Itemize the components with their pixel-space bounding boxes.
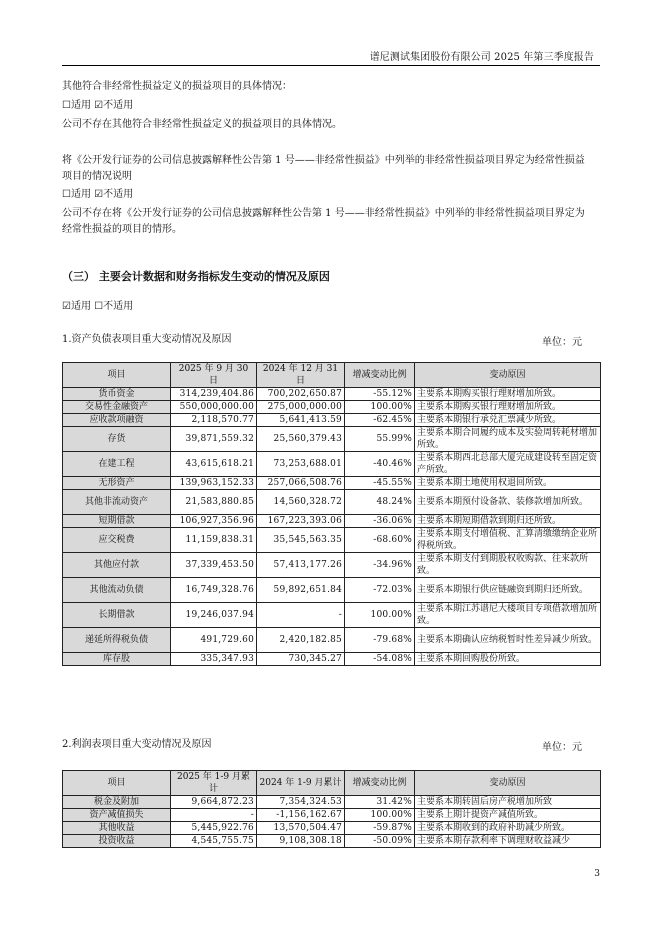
reason-cell: 主要系本期支付到期股权收购款、往来款所致。 — [415, 553, 601, 578]
income-statement-header-row — [63, 771, 601, 796]
reason-cell: 主要系本期确认应纳税暂时性差异减少所致。 — [415, 628, 601, 653]
column-header: 变动原因 — [415, 771, 601, 796]
reason-cell: 主要系本期合同履约成本及实验周转耗材增加所致。 — [415, 427, 601, 452]
column-header: 项目 — [63, 363, 171, 388]
item-cell: 递延所得税负债 — [63, 628, 171, 653]
current-value-cell: 106,927,356.96 — [171, 515, 257, 528]
item-cell: 资产减值损失 — [63, 809, 171, 822]
current-value-cell: 4,545,755.75 — [171, 835, 257, 848]
current-value-cell: 37,339,453.50 — [171, 553, 257, 578]
prior-value-cell: 700,202,650.87 — [257, 388, 345, 401]
change-ratio-cell: 55.99% — [345, 427, 415, 452]
section-options: ☑适用 ☐不适用 — [62, 301, 134, 312]
table-row — [63, 578, 601, 603]
column-header: 变动原因 — [415, 363, 601, 388]
item-cell: 在建工程 — [63, 452, 171, 477]
change-ratio-cell: -72.03% — [345, 578, 415, 603]
prior-value-cell: 73,253,688.01 — [257, 452, 345, 477]
prior-value-cell: 35,545,563.35 — [257, 528, 345, 553]
current-value-cell: 9,664,872.23 — [171, 796, 257, 809]
table-row — [63, 553, 601, 578]
item-cell: 交易性金融资产 — [63, 401, 171, 414]
table-row — [63, 401, 601, 414]
change-ratio-cell: 48.24% — [345, 490, 415, 515]
item-cell: 存货 — [63, 427, 171, 452]
income-statement-unit: 单位：元 — [542, 742, 582, 753]
table-row — [63, 515, 601, 528]
nonrecurring-other-statement: 公司不存在其他符合非经常性损益定义的损益项目的具体情况。 — [62, 119, 342, 130]
item-cell: 长期借款 — [63, 603, 171, 628]
balance-sheet-caption: 1.资产负债表项目重大变动情况及原因 — [62, 334, 232, 345]
prior-value-cell: 5,641,413.59 — [257, 414, 345, 427]
reason-cell: 主要系上期计提资产减值所致。 — [415, 809, 601, 822]
current-value-cell: 39,871,559.32 — [171, 427, 257, 452]
current-value-cell: - — [171, 809, 257, 822]
item-cell: 其他收益 — [63, 822, 171, 835]
reason-cell: 主要系本期短期借款到期归还所致。 — [415, 515, 601, 528]
item-cell: 无形资产 — [63, 477, 171, 490]
change-ratio-cell: -55.12% — [345, 388, 415, 401]
prior-value-cell: 7,354,324.53 — [257, 796, 345, 809]
item-cell: 短期借款 — [63, 515, 171, 528]
column-header: 2024 年 1-9 月累计 — [257, 771, 345, 796]
income-statement-caption: 2.利润表项目重大变动情况及原因 — [62, 739, 212, 750]
table-row — [63, 452, 601, 477]
change-ratio-cell: 100.00% — [345, 603, 415, 628]
reason-cell: 主要系本期银行承兑汇票减少所致。 — [415, 414, 601, 427]
balance-sheet-table — [62, 362, 601, 666]
column-header: 项目 — [63, 771, 171, 796]
balance-sheet-unit: 单位：元 — [542, 337, 582, 348]
current-value-cell: 139,963,152.33 — [171, 477, 257, 490]
change-ratio-cell: -79.68% — [345, 628, 415, 653]
item-cell: 投资收益 — [63, 835, 171, 848]
reason-cell: 主要系本期存款利率下调理财收益减少 — [415, 835, 601, 848]
change-ratio-cell: 100.00% — [345, 401, 415, 414]
table-row — [63, 414, 601, 427]
reason-cell: 主要系本期购买银行理财增加所致。 — [415, 388, 601, 401]
reason-cell: 主要系本期土地使用权退回所致。 — [415, 477, 601, 490]
item-cell: 应收款项融资 — [63, 414, 171, 427]
table-row — [63, 653, 601, 666]
table-row — [63, 835, 601, 848]
column-header: 2025 年 1-9 月累计 — [171, 771, 257, 796]
prior-value-cell: 14,560,328.72 — [257, 490, 345, 515]
table-row — [63, 628, 601, 653]
prior-value-cell: 57,413,177.26 — [257, 553, 345, 578]
nonrecurring-listed-intro: 将《公开发行证券的公司信息披露解释性公告第 1 号——非经常性损益》中列举的非经常性损益项目界定为经常性损益项目的情况说明 — [62, 155, 585, 182]
nonrecurring-listed-statement: 公司不存在将《公开发行证券的公司信息披露解释性公告第 1 号——非经常性损益》中列举的非经常性损益项目界定为经常性损益的项目的情形。 — [62, 208, 585, 235]
current-value-cell: 19,246,037.94 — [171, 603, 257, 628]
prior-value-cell: 9,108,308.18 — [257, 835, 345, 848]
prior-value-cell: 167,223,393.06 — [257, 515, 345, 528]
table-row — [63, 528, 601, 553]
table-row — [63, 809, 601, 822]
current-value-cell: 550,000,000.00 — [171, 401, 257, 414]
current-value-cell: 314,239,404.86 — [171, 388, 257, 401]
prior-value-cell: 257,066,508.76 — [257, 477, 345, 490]
current-value-cell: 335,347.93 — [171, 653, 257, 666]
change-ratio-cell: -54.08% — [345, 653, 415, 666]
item-cell: 其他非流动资产 — [63, 490, 171, 515]
table-row — [63, 490, 601, 515]
prior-value-cell: 275,000,000.00 — [257, 401, 345, 414]
column-header: 2025 年 9 月 30 日 — [171, 363, 257, 388]
item-cell: 应交税费 — [63, 528, 171, 553]
prior-value-cell: 2,420,182.85 — [257, 628, 345, 653]
column-header: 2024 年 12 月 31 日 — [257, 363, 345, 388]
prior-value-cell: -1,156,162.67 — [257, 809, 345, 822]
reason-cell: 主要系本期收到的政府补助减少所致。 — [415, 822, 601, 835]
table-row — [63, 796, 601, 809]
current-value-cell: 5,445,922.76 — [171, 822, 257, 835]
page-number: 3 — [594, 869, 600, 879]
reason-cell: 主要系本期银行供应链融资到期归还所致。 — [415, 578, 601, 603]
item-cell: 库存股 — [63, 653, 171, 666]
table-row — [63, 388, 601, 401]
table-row — [63, 603, 601, 628]
prior-value-cell: - — [257, 603, 345, 628]
reason-cell: 主要系本期转固后房产税增加所致 — [415, 796, 601, 809]
table-row — [63, 427, 601, 452]
column-header: 增减变动比例 — [345, 771, 415, 796]
table-row — [63, 477, 601, 490]
prior-value-cell: 730,345.27 — [257, 653, 345, 666]
current-value-cell: 2,118,570.77 — [171, 414, 257, 427]
change-ratio-cell: -40.46% — [345, 452, 415, 477]
table-row — [63, 822, 601, 835]
current-value-cell: 43,615,618.21 — [171, 452, 257, 477]
change-ratio-cell: -36.06% — [345, 515, 415, 528]
nonrecurring-listed-options: ☐适用 ☑不适用 — [62, 189, 134, 200]
change-ratio-cell: -62.45% — [345, 414, 415, 427]
change-ratio-cell: 31.42% — [345, 796, 415, 809]
change-ratio-cell: -45.55% — [345, 477, 415, 490]
item-cell: 其他流动负债 — [63, 578, 171, 603]
reason-cell: 主要系本期购买银行理财增加所致。 — [415, 401, 601, 414]
reason-cell: 主要系本期江苏谱尼大楼项目专项借款增加所致。 — [415, 603, 601, 628]
change-ratio-cell: -34.96% — [345, 553, 415, 578]
change-ratio-cell: -50.09% — [345, 835, 415, 848]
change-ratio-cell: 100.00% — [345, 809, 415, 822]
current-value-cell: 11,159,838.31 — [171, 528, 257, 553]
reason-cell: 主要系本期支付增值税、汇算清缴缴纳企业所得税所致。 — [415, 528, 601, 553]
income-statement-table — [62, 770, 601, 848]
nonrecurring-other-intro: 其他符合非经常性损益定义的损益项目的具体情况： — [62, 81, 292, 92]
change-ratio-cell: -59.87% — [345, 822, 415, 835]
reason-cell: 主要系本期预付设备款、装修款增加所致。 — [415, 490, 601, 515]
reason-cell: 主要系本期回购股份所致。 — [415, 653, 601, 666]
page-header: 谱尼测试集团股份有限公司 2025 年第三季度报告 — [369, 52, 594, 63]
balance-sheet-header-row — [63, 363, 601, 388]
current-value-cell: 16,749,328.76 — [171, 578, 257, 603]
prior-value-cell: 59,892,651.84 — [257, 578, 345, 603]
nonrecurring-other-options: ☐适用 ☑不适用 — [62, 100, 134, 111]
prior-value-cell: 25,560,379.43 — [257, 427, 345, 452]
section-title: （三） 主要会计数据和财务指标发生变动的情况及原因 — [62, 270, 330, 283]
current-value-cell: 21,583,880.85 — [171, 490, 257, 515]
item-cell: 其他应付款 — [63, 553, 171, 578]
item-cell: 货币资金 — [63, 388, 171, 401]
change-ratio-cell: -68.60% — [345, 528, 415, 553]
header-divider — [62, 65, 600, 66]
item-cell: 税金及附加 — [63, 796, 171, 809]
reason-cell: 主要系本期西北总部大厦完成建设转至固定资产所致。 — [415, 452, 601, 477]
current-value-cell: 491,729.60 — [171, 628, 257, 653]
column-header: 增减变动比例 — [345, 363, 415, 388]
prior-value-cell: 13,570,504.47 — [257, 822, 345, 835]
